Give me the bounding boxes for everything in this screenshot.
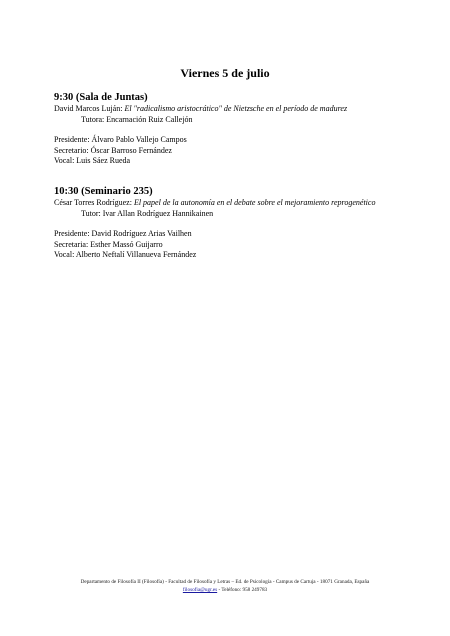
tutor-line: Tutora: Encarnación Ruiz Callejón [81,114,193,124]
session-block [54,186,424,261]
session-time: 9:30 (Sala de Juntas) [54,92,148,103]
presentation-title: El "radicalismo aristocrático" de Nietzsche en el período de madurez [124,104,348,113]
presenter-name: David Marcos Luján: [54,104,123,113]
secretary-line: Secretaria: Esther Massó Guijarro [54,239,163,249]
presentation-line [54,198,424,209]
president-line: Presidente: Álvaro Pablo Vallejo Campos [54,135,187,144]
page-title: Viernes 5 de julio [180,66,270,80]
footer-contact [0,586,450,594]
presentation-line [54,104,424,115]
vocal-line: Vocal: Alberto Neftalí Villanueva Fernández [54,250,197,259]
session-time: 10:30 (Seminario 235) [54,186,153,197]
vocal-line: Vocal: Luis Sáez Rueda [54,156,131,165]
footer-email-link[interactable]: filosofia@ugr.es [182,587,218,593]
footer-phone: - Teléfono: 958 249783 [217,587,268,593]
footer-address: Departamento de Filosofía II (Filosofía) - Facultad de Filosofía y Letras – Ed. de Psicología - Campus de Cartuja - 18071 Granada, España [80,579,370,585]
presenter-name: César Torres Rodríguez: [54,198,132,207]
secretary-line: Secretario: Óscar Barroso Fernández [54,145,172,155]
tutor-line: Tutor: Ivar Allan Rodríguez Hannikainen [81,208,214,218]
page-footer [0,578,450,594]
president-line: Presidente: David Rodríguez Arias Vailhen [54,229,192,238]
session-block [54,92,424,167]
presentation-title: El papel de la autonomía en el debate sobre el mejoramiento reprogenético [133,198,376,207]
